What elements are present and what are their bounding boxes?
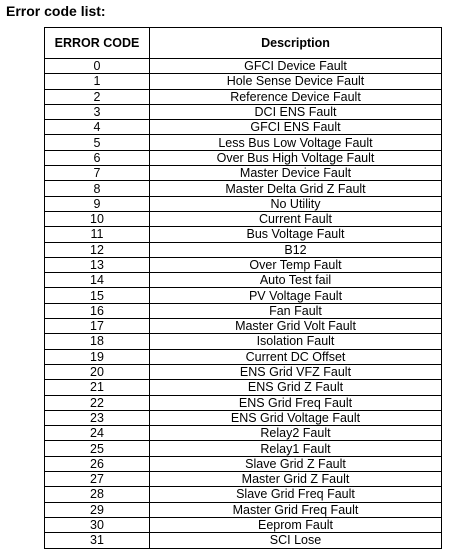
table-row bbox=[45, 273, 442, 288]
description-cell: GFCI ENS Fault bbox=[150, 120, 442, 135]
error-code-table bbox=[44, 27, 442, 549]
description-cell: Master Device Fault bbox=[150, 166, 442, 181]
error-code-cell: 13 bbox=[45, 257, 150, 272]
description-cell: B12 bbox=[150, 242, 442, 257]
error-code-cell: 26 bbox=[45, 456, 150, 471]
error-code-cell: 18 bbox=[45, 334, 150, 349]
error-code-cell: 9 bbox=[45, 196, 150, 211]
error-code-cell: 21 bbox=[45, 380, 150, 395]
error-code-cell: 14 bbox=[45, 273, 150, 288]
page-heading: Error code list: bbox=[6, 3, 106, 19]
description-cell: Relay1 Fault bbox=[150, 441, 442, 456]
error-code-cell: 1 bbox=[45, 74, 150, 89]
description-cell: Over Temp Fault bbox=[150, 257, 442, 272]
table-row bbox=[45, 441, 442, 456]
description-cell: Less Bus Low Voltage Fault bbox=[150, 135, 442, 150]
table-row bbox=[45, 395, 442, 410]
error-code-cell: 30 bbox=[45, 517, 150, 532]
table-row bbox=[45, 89, 442, 104]
table-row bbox=[45, 211, 442, 226]
description-cell: Master Grid Freq Fault bbox=[150, 502, 442, 517]
error-code-cell: 29 bbox=[45, 502, 150, 517]
error-code-cell: 25 bbox=[45, 441, 150, 456]
table-row bbox=[45, 181, 442, 196]
error-code-cell: 5 bbox=[45, 135, 150, 150]
description-cell: Master Grid Volt Fault bbox=[150, 319, 442, 334]
table-row bbox=[45, 364, 442, 379]
table-row bbox=[45, 517, 442, 532]
error-code-cell: 3 bbox=[45, 104, 150, 119]
table-row bbox=[45, 59, 442, 74]
error-code-cell: 8 bbox=[45, 181, 150, 196]
table-row bbox=[45, 456, 442, 471]
description-cell: Master Delta Grid Z Fault bbox=[150, 181, 442, 196]
description-cell: DCI ENS Fault bbox=[150, 104, 442, 119]
table-row bbox=[45, 257, 442, 272]
description-cell: Master Grid Z Fault bbox=[150, 472, 442, 487]
description-cell: ENS Grid Freq Fault bbox=[150, 395, 442, 410]
error-code-cell: 7 bbox=[45, 166, 150, 181]
error-code-cell: 23 bbox=[45, 410, 150, 425]
table-row bbox=[45, 242, 442, 257]
table-row bbox=[45, 166, 442, 181]
table-row bbox=[45, 74, 442, 89]
error-code-cell: 2 bbox=[45, 89, 150, 104]
table-row bbox=[45, 319, 442, 334]
table-row bbox=[45, 288, 442, 303]
description-cell: Auto Test fail bbox=[150, 273, 442, 288]
error-code-cell: 12 bbox=[45, 242, 150, 257]
table-row bbox=[45, 227, 442, 242]
error-code-column-header: ERROR CODE bbox=[45, 28, 150, 59]
error-code-cell: 20 bbox=[45, 364, 150, 379]
description-cell: ENS Grid Voltage Fault bbox=[150, 410, 442, 425]
table-row bbox=[45, 410, 442, 425]
description-cell: ENS Grid VFZ Fault bbox=[150, 364, 442, 379]
error-code-cell: 4 bbox=[45, 120, 150, 135]
description-cell: ENS Grid Z Fault bbox=[150, 380, 442, 395]
description-cell: Eeprom Fault bbox=[150, 517, 442, 532]
description-cell: Bus Voltage Fault bbox=[150, 227, 442, 242]
error-code-cell: 31 bbox=[45, 533, 150, 548]
error-code-cell: 27 bbox=[45, 472, 150, 487]
table-row bbox=[45, 487, 442, 502]
description-cell: Hole Sense Device Fault bbox=[150, 74, 442, 89]
description-cell: Isolation Fault bbox=[150, 334, 442, 349]
description-cell: Relay2 Fault bbox=[150, 426, 442, 441]
table-row bbox=[45, 533, 442, 548]
table-row bbox=[45, 472, 442, 487]
description-cell: SCI Lose bbox=[150, 533, 442, 548]
description-cell: GFCI Device Fault bbox=[150, 59, 442, 74]
table-row bbox=[45, 303, 442, 318]
table-row bbox=[45, 502, 442, 517]
error-code-cell: 15 bbox=[45, 288, 150, 303]
table-row bbox=[45, 120, 442, 135]
error-code-cell: 16 bbox=[45, 303, 150, 318]
description-column-header: Description bbox=[150, 28, 442, 59]
table-header-row bbox=[45, 28, 442, 59]
error-code-cell: 22 bbox=[45, 395, 150, 410]
error-code-cell: 10 bbox=[45, 211, 150, 226]
table-row bbox=[45, 334, 442, 349]
table-row bbox=[45, 104, 442, 119]
description-cell: Fan Fault bbox=[150, 303, 442, 318]
description-cell: Reference Device Fault bbox=[150, 89, 442, 104]
table-row bbox=[45, 150, 442, 165]
table-row bbox=[45, 196, 442, 211]
error-code-cell: 11 bbox=[45, 227, 150, 242]
description-cell: Slave Grid Freq Fault bbox=[150, 487, 442, 502]
description-cell: Slave Grid Z Fault bbox=[150, 456, 442, 471]
table-row bbox=[45, 426, 442, 441]
description-cell: PV Voltage Fault bbox=[150, 288, 442, 303]
table-row bbox=[45, 380, 442, 395]
description-cell: Current DC Offset bbox=[150, 349, 442, 364]
description-cell: Current Fault bbox=[150, 211, 442, 226]
error-code-cell: 17 bbox=[45, 319, 150, 334]
table-row bbox=[45, 135, 442, 150]
error-code-cell: 19 bbox=[45, 349, 150, 364]
error-code-cell: 6 bbox=[45, 150, 150, 165]
error-code-rows bbox=[45, 59, 442, 549]
description-cell: Over Bus High Voltage Fault bbox=[150, 150, 442, 165]
error-code-cell: 0 bbox=[45, 59, 150, 74]
error-code-cell: 24 bbox=[45, 426, 150, 441]
table-row bbox=[45, 349, 442, 364]
description-cell: No Utility bbox=[150, 196, 442, 211]
error-code-cell: 28 bbox=[45, 487, 150, 502]
